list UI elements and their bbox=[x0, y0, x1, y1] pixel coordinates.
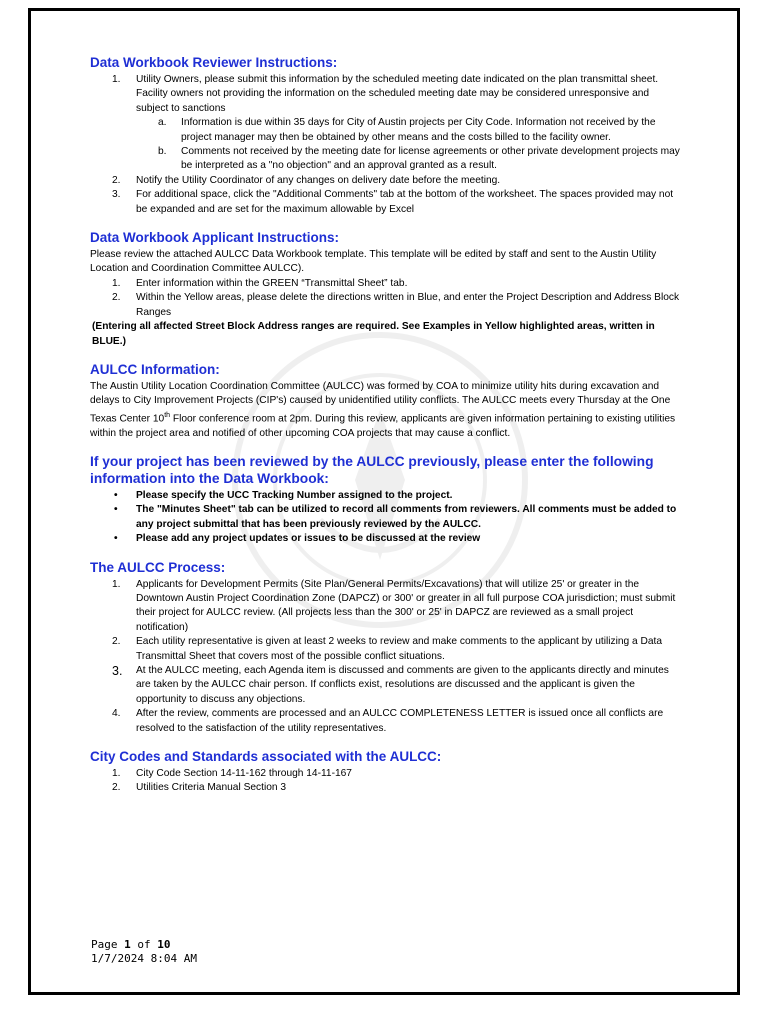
list-item: 1. Applicants for Development Permits (Site Plan/General Permits/Excavations) that will utilize 25' or greater in the Downtown Austin Project Coordination Zone (DAPCZ) or 300' or greater in all full purpose COA jurisdiction; must submit their project for AULCC review. (All projects less than the 300' or 25' in DAPCZ are reviewed as a small project notification) bbox=[112, 578, 676, 633]
list-item: 1. Enter information within the GREEN “Transmittal Sheet” tab. bbox=[112, 277, 408, 289]
applicant-intro: Please review the attached AULCC Data Workbook template. This template will be edited by staff and sent to the Austin Utility Location and Coordination Committee AULCC). bbox=[90, 249, 657, 275]
codes-section bbox=[90, 748, 682, 796]
process-section bbox=[90, 559, 682, 736]
sub-list-item: b. Comments not received by the meeting date for license agreements or other private development projects may be interpreted as a "no objection" and an approval granted as a result. bbox=[158, 146, 680, 172]
bullet-icon: • bbox=[114, 533, 118, 545]
list-item: 4. After the review, comments are processed and an AULCC COMPLETENESS LETTER is issued once all conflicts are resolved to the satisfaction of the utility representatives. bbox=[112, 708, 664, 734]
codes-heading: City Codes and Standards associated with the AULCC: bbox=[90, 749, 442, 765]
applicant-section bbox=[90, 229, 682, 349]
process-heading: The AULCC Process: bbox=[90, 559, 226, 575]
info-heading: AULCC Information: bbox=[90, 361, 220, 377]
reviewed-section bbox=[90, 453, 682, 547]
applicant-note: (Entering all affected Street Block Address ranges are required. See Examples in Yellow highlighted areas, written in BLUE.) bbox=[92, 321, 655, 347]
document-body bbox=[90, 54, 682, 796]
list-item: 3. At the AULCC meeting, each Agenda item is discussed and comments are given to the applicants directly and minutes are taken by the AULCC chair person. If conflicts exist, resolutions are discussed and the applicant is given the opportunity to discuss any objections. bbox=[112, 663, 669, 705]
print-timestamp: 1/7/2024 8:04 AM bbox=[91, 952, 197, 965]
reviewer-heading: Data Workbook Reviewer Instructions: bbox=[90, 55, 338, 70]
page-number: Page 1 of 10 bbox=[91, 938, 171, 951]
bullet-icon: • bbox=[114, 504, 118, 516]
sub-list-item: a. Information is due within 35 days for City of Austin projects per City Code. Information not received by the project manager may then be obtained by other means and the costs billed to the facility owner. bbox=[158, 117, 656, 143]
reviewer-section bbox=[90, 54, 682, 217]
list-item: 2. Each utility representative is given at least 2 weeks to review and make comments to the applicant by utilizing a Data Transmittal Sheet that covers most of the possible conflict situations. bbox=[112, 636, 663, 662]
info-paragraph: The Austin Utility Location Coordination Committee (AULCC) was formed by COA to minimize utility hits during excavation and delays to City Improvement Projects (CIP's) caused by unidentified utility conflicts. The AULCC meets every Thursday at the One Texas Center 10th Floor conference room at 2pm. During this review, applicants are given information pertaining to existing utilities within the project area and notified of other upcoming COA projects that may cause a conflict. bbox=[90, 380, 676, 439]
info-section bbox=[90, 361, 682, 441]
page-footer bbox=[91, 938, 197, 966]
list-item: 2. Within the Yellow areas, please delete the directions written in Blue, and enter the Project Description and Address Block Ranges bbox=[112, 292, 680, 318]
list-item: 3. For additional space, click the "Additional Comments" tab at the bottom of the worksheet. The spaces provided may not be expanded and are set for the maximum allowable by Excel bbox=[112, 189, 674, 215]
list-item: 1. City Code Section 14-11-162 through 14-11-167 bbox=[112, 768, 352, 780]
list-item: 2. Utilities Criteria Manual Section 3 bbox=[112, 782, 287, 794]
reviewed-heading: If your project has been reviewed by the AULCC previously, please enter the following information into the Data Workbook: bbox=[90, 453, 654, 486]
list-item: 1. Utility Owners, please submit this information by the scheduled meeting date indicated on the plan transmittal sheet. Facility owners not providing the information on the scheduled meeting date may be considered unresponsive and subject to sanctions bbox=[112, 74, 659, 114]
bullet-icon: • bbox=[114, 489, 118, 501]
applicant-heading: Data Workbook Applicant Instructions: bbox=[90, 230, 340, 246]
list-item: 2. Notify the Utility Coordinator of any changes on delivery date before the meeting. bbox=[112, 174, 501, 186]
bullet-item: • Please specify the UCC Tracking Number assigned to the project. bbox=[90, 489, 682, 503]
bullet-item: • The "Minutes Sheet" tab can be utilized to record all comments from reviewers. All comments must be added to any project submittal that has been previously reviewed by the AULCC. bbox=[114, 504, 677, 530]
bullet-item: • Please add any project updates or issues to be discussed at the review bbox=[90, 532, 682, 546]
